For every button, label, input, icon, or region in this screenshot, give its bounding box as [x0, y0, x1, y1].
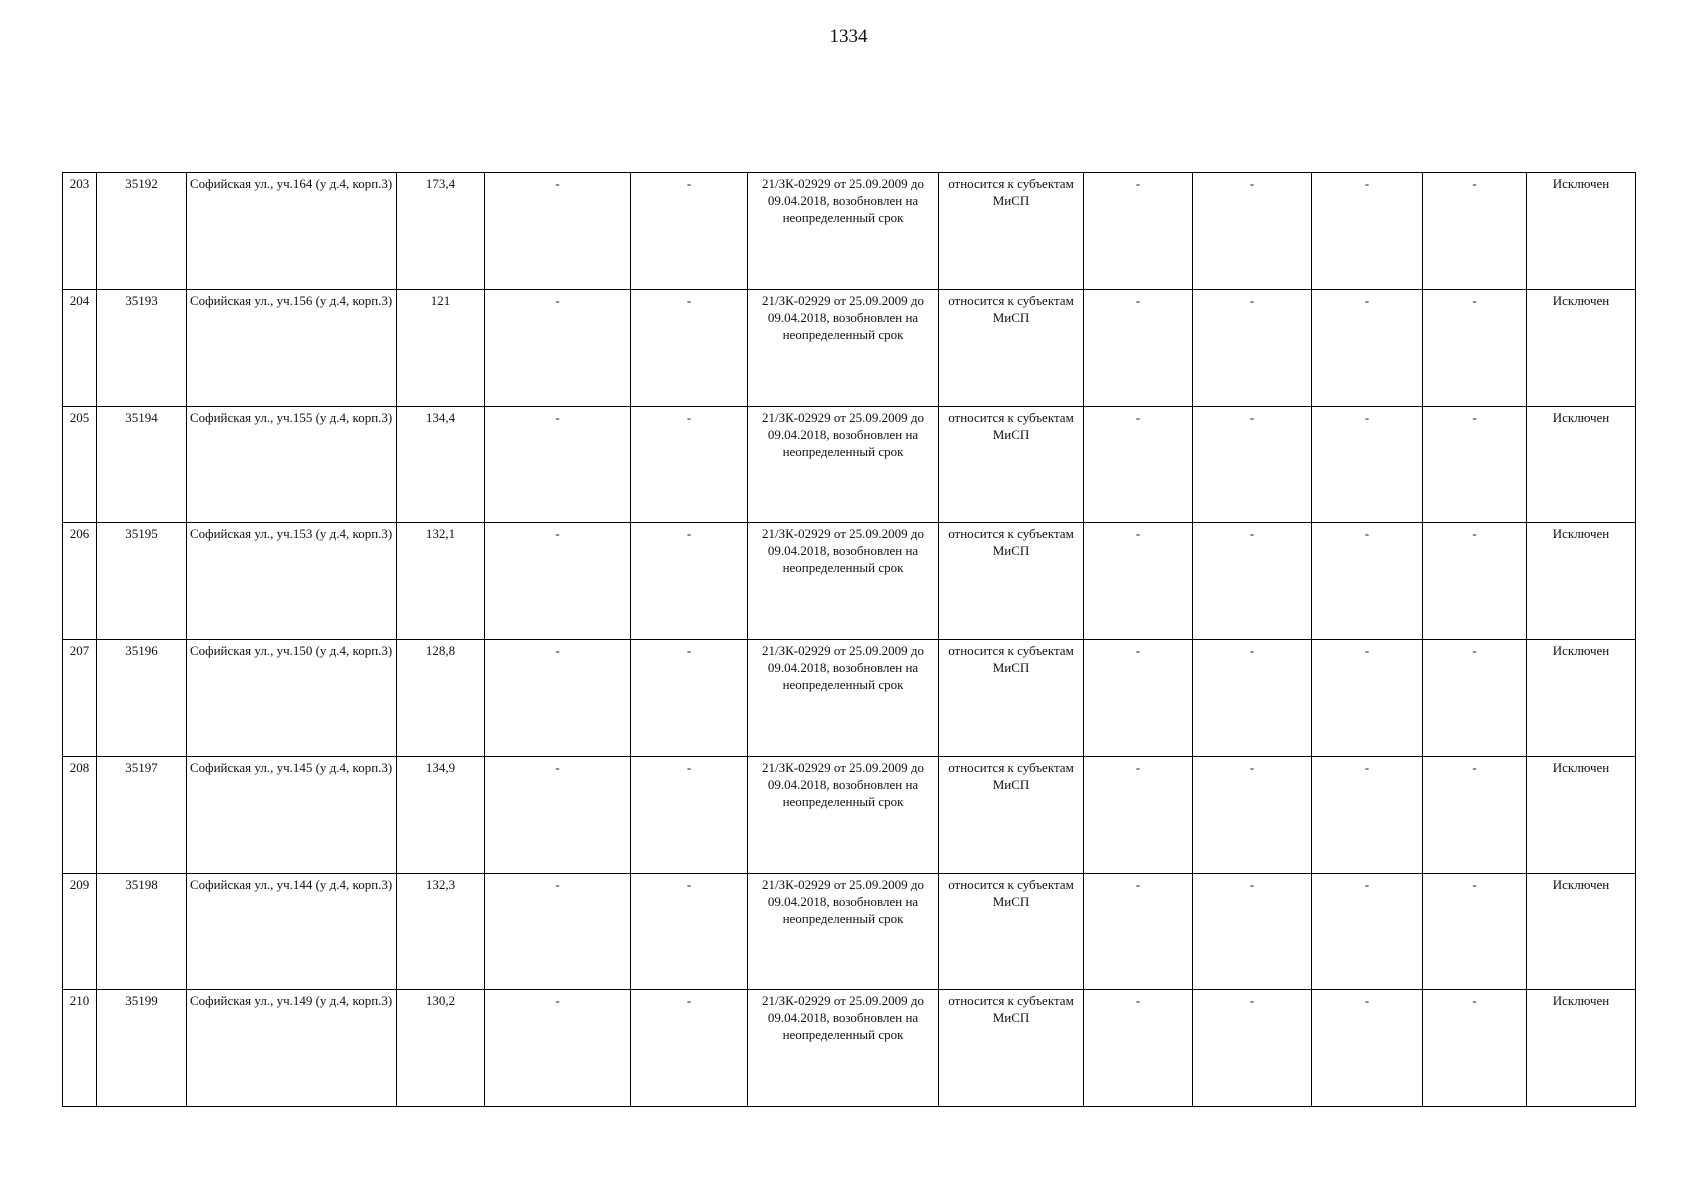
area-cell: 132,1 — [397, 523, 485, 640]
object-id-cell: 35197 — [97, 756, 187, 873]
column-10-cell: - — [1193, 289, 1312, 406]
column-6-cell: - — [631, 289, 748, 406]
area-cell: 128,8 — [397, 640, 485, 757]
object-id-cell: 35196 — [97, 640, 187, 757]
column-5-cell: - — [485, 523, 631, 640]
column-11-cell: - — [1312, 873, 1423, 990]
column-6-cell: - — [631, 873, 748, 990]
object-id-cell: 35195 — [97, 523, 187, 640]
column-5-cell: - — [485, 990, 631, 1107]
column-10-cell: - — [1193, 406, 1312, 523]
column-6-cell: - — [631, 640, 748, 757]
column-9-cell: - — [1084, 990, 1193, 1107]
column-10-cell: - — [1193, 640, 1312, 757]
column-6-cell: - — [631, 756, 748, 873]
category-cell: относится к субъектам МиСП — [939, 173, 1084, 290]
table-row — [63, 406, 1636, 523]
column-10-cell: - — [1193, 756, 1312, 873]
table-row — [63, 640, 1636, 757]
column-11-cell: - — [1312, 523, 1423, 640]
column-9-cell: - — [1084, 873, 1193, 990]
column-12-cell: - — [1423, 289, 1527, 406]
category-cell: относится к субъектам МиСП — [939, 289, 1084, 406]
object-id-cell: 35198 — [97, 873, 187, 990]
object-id-cell: 35193 — [97, 289, 187, 406]
row-number-cell: 206 — [63, 523, 97, 640]
column-9-cell: - — [1084, 406, 1193, 523]
column-6-cell: - — [631, 990, 748, 1107]
category-cell: относится к субъектам МиСП — [939, 523, 1084, 640]
column-10-cell: - — [1193, 990, 1312, 1107]
address-cell: Софийская ул., уч.156 (у д.4, корп.3) — [187, 289, 397, 406]
category-cell: относится к субъектам МиСП — [939, 990, 1084, 1107]
column-5-cell: - — [485, 873, 631, 990]
column-11-cell: - — [1312, 173, 1423, 290]
registry-table — [62, 172, 1636, 1107]
area-cell: 121 — [397, 289, 485, 406]
address-cell: Софийская ул., уч.145 (у д.4, корп.3) — [187, 756, 397, 873]
column-9-cell: - — [1084, 173, 1193, 290]
contract-cell: 21/ЗК-02929 от 25.09.2009 до 09.04.2018, возобновлен на неопределенный срок — [748, 640, 939, 757]
contract-cell: 21/ЗК-02929 от 25.09.2009 до 09.04.2018, возобновлен на неопределенный срок — [748, 523, 939, 640]
column-5-cell: - — [485, 173, 631, 290]
column-6-cell: - — [631, 406, 748, 523]
status-cell: Исключен — [1527, 873, 1636, 990]
contract-cell: 21/ЗК-02929 от 25.09.2009 до 09.04.2018, возобновлен на неопределенный срок — [748, 756, 939, 873]
object-id-cell: 35194 — [97, 406, 187, 523]
row-number-cell: 209 — [63, 873, 97, 990]
column-12-cell: - — [1423, 173, 1527, 290]
column-5-cell: - — [485, 640, 631, 757]
status-cell: Исключен — [1527, 640, 1636, 757]
row-number-cell: 205 — [63, 406, 97, 523]
area-cell: 134,4 — [397, 406, 485, 523]
table-row — [63, 173, 1636, 290]
column-12-cell: - — [1423, 406, 1527, 523]
column-9-cell: - — [1084, 289, 1193, 406]
table-row — [63, 289, 1636, 406]
category-cell: относится к субъектам МиСП — [939, 640, 1084, 757]
column-9-cell: - — [1084, 756, 1193, 873]
address-cell: Софийская ул., уч.164 (у д.4, корп.3) — [187, 173, 397, 290]
status-cell: Исключен — [1527, 756, 1636, 873]
row-number-cell: 207 — [63, 640, 97, 757]
column-12-cell: - — [1423, 990, 1527, 1107]
area-cell: 132,3 — [397, 873, 485, 990]
column-11-cell: - — [1312, 990, 1423, 1107]
table-row — [63, 990, 1636, 1107]
address-cell: Софийская ул., уч.149 (у д.4, корп.3) — [187, 990, 397, 1107]
contract-cell: 21/ЗК-02929 от 25.09.2009 до 09.04.2018, возобновлен на неопределенный срок — [748, 173, 939, 290]
column-9-cell: - — [1084, 523, 1193, 640]
page-number: 1334 — [829, 26, 868, 47]
column-11-cell: - — [1312, 640, 1423, 757]
column-6-cell: - — [631, 523, 748, 640]
area-cell: 130,2 — [397, 990, 485, 1107]
category-cell: относится к субъектам МиСП — [939, 756, 1084, 873]
category-cell: относится к субъектам МиСП — [939, 406, 1084, 523]
address-cell: Софийская ул., уч.150 (у д.4, корп.3) — [187, 640, 397, 757]
column-5-cell: - — [485, 756, 631, 873]
address-cell: Софийская ул., уч.155 (у д.4, корп.3) — [187, 406, 397, 523]
area-cell: 173,4 — [397, 173, 485, 290]
column-11-cell: - — [1312, 406, 1423, 523]
table-row — [63, 873, 1636, 990]
status-cell: Исключен — [1527, 289, 1636, 406]
column-10-cell: - — [1193, 873, 1312, 990]
contract-cell: 21/ЗК-02929 от 25.09.2009 до 09.04.2018, возобновлен на неопределенный срок — [748, 289, 939, 406]
column-12-cell: - — [1423, 756, 1527, 873]
column-11-cell: - — [1312, 756, 1423, 873]
object-id-cell: 35192 — [97, 173, 187, 290]
category-cell: относится к субъектам МиСП — [939, 873, 1084, 990]
table-row — [63, 756, 1636, 873]
object-id-cell: 35199 — [97, 990, 187, 1107]
column-5-cell: - — [485, 289, 631, 406]
status-cell: Исключен — [1527, 406, 1636, 523]
column-11-cell: - — [1312, 289, 1423, 406]
status-cell: Исключен — [1527, 173, 1636, 290]
contract-cell: 21/ЗК-02929 от 25.09.2009 до 09.04.2018, возобновлен на неопределенный срок — [748, 406, 939, 523]
status-cell: Исключен — [1527, 523, 1636, 640]
column-6-cell: - — [631, 173, 748, 290]
address-cell: Софийская ул., уч.153 (у д.4, корп.3) — [187, 523, 397, 640]
column-12-cell: - — [1423, 523, 1527, 640]
row-number-cell: 204 — [63, 289, 97, 406]
contract-cell: 21/ЗК-02929 от 25.09.2009 до 09.04.2018, возобновлен на неопределенный срок — [748, 873, 939, 990]
row-number-cell: 208 — [63, 756, 97, 873]
contract-cell: 21/ЗК-02929 от 25.09.2009 до 09.04.2018, возобновлен на неопределенный срок — [748, 990, 939, 1107]
column-5-cell: - — [485, 406, 631, 523]
area-cell: 134,9 — [397, 756, 485, 873]
address-cell: Софийская ул., уч.144 (у д.4, корп.3) — [187, 873, 397, 990]
column-9-cell: - — [1084, 640, 1193, 757]
row-number-cell: 210 — [63, 990, 97, 1107]
status-cell: Исключен — [1527, 990, 1636, 1107]
row-number-cell: 203 — [63, 173, 97, 290]
column-10-cell: - — [1193, 523, 1312, 640]
column-12-cell: - — [1423, 640, 1527, 757]
column-10-cell: - — [1193, 173, 1312, 290]
column-12-cell: - — [1423, 873, 1527, 990]
table-row — [63, 523, 1636, 640]
